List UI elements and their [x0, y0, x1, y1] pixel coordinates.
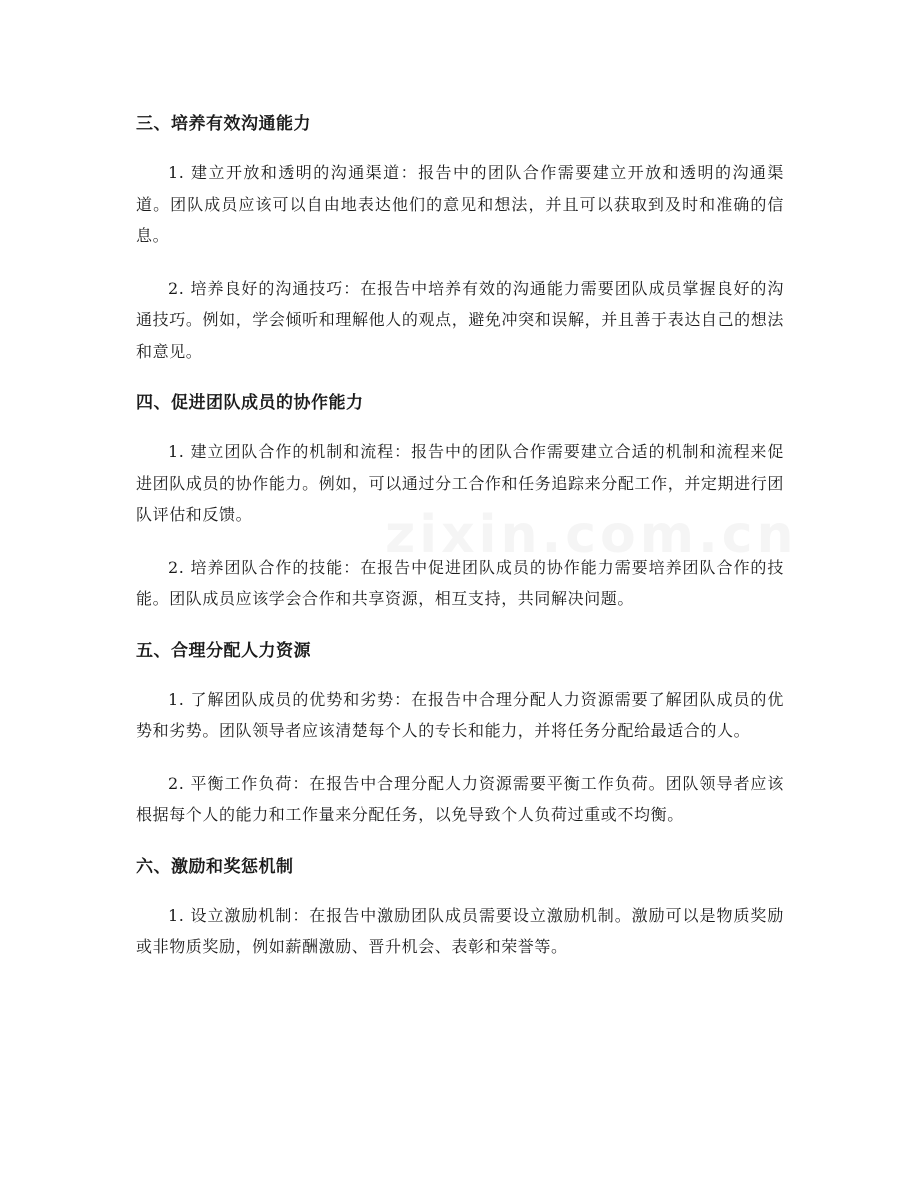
section-heading: 六、激励和奖惩机制	[136, 856, 294, 877]
watermark-text: zixin.com.cn	[385, 505, 798, 565]
section-heading: 五、合理分配人力资源	[136, 640, 311, 661]
section-heading: 三、培养有效沟通能力	[136, 114, 311, 134]
section-communication	[136, 104, 784, 367]
paragraph: 2. 平衡工作负荷：在报告中合理分配人力资源需要平衡工作负荷。团队领导者应该根据每个人的能力和工作量来分配任务，以免导致个人负荷过重或不均衡。	[136, 773, 784, 824]
paragraph: 1. 了解团队成员的优势和劣势：在报告中合理分配人力资源需要了解团队成员的优势和劣势。团队领导者应该清楚每个人的专长和能力，并将任务分配给最适合的人。	[136, 689, 784, 740]
section-collaboration	[136, 383, 784, 615]
paragraph: 1. 设立激励机制：在报告中激励团队成员需要设立激励机制。激励可以是物质奖励或非物质奖励，例如薪酬激励、晋升机会、表彰和荣誉等。	[136, 905, 784, 956]
paragraph: 2. 培养团队合作的技能：在报告中促进团队成员的协作能力需要培养团队合作的技能。团队成员应该学会合作和共享资源，相互支持，共同解决问题。	[136, 557, 784, 608]
paragraph: 2. 培养良好的沟通技巧：在报告中培养有效的沟通能力需要团队成员掌握良好的沟通技巧。例如，学会倾听和理解他人的观点，避免冲突和误解，并且善于表达自己的想法和意见。	[136, 278, 784, 361]
section-heading: 四、促进团队成员的协作能力	[136, 393, 364, 413]
section-incentives	[136, 847, 784, 963]
document-body	[136, 104, 784, 963]
paragraph: 1. 建立团队合作的机制和流程：报告中的团队合作需要建立合适的机制和流程来促进团队成员的协作能力。例如，可以通过分工合作和任务追踪来分配工作，并定期进行团队评估和反馈。	[136, 442, 784, 524]
section-resources	[136, 631, 784, 831]
paragraph: 1. 建立开放和透明的沟通渠道：报告中的团队合作需要建立开放和透明的沟通渠道。团队成员应该可以自由地表达他们的意见和想法，并且可以获取到及时和准确的信息。	[136, 163, 784, 245]
